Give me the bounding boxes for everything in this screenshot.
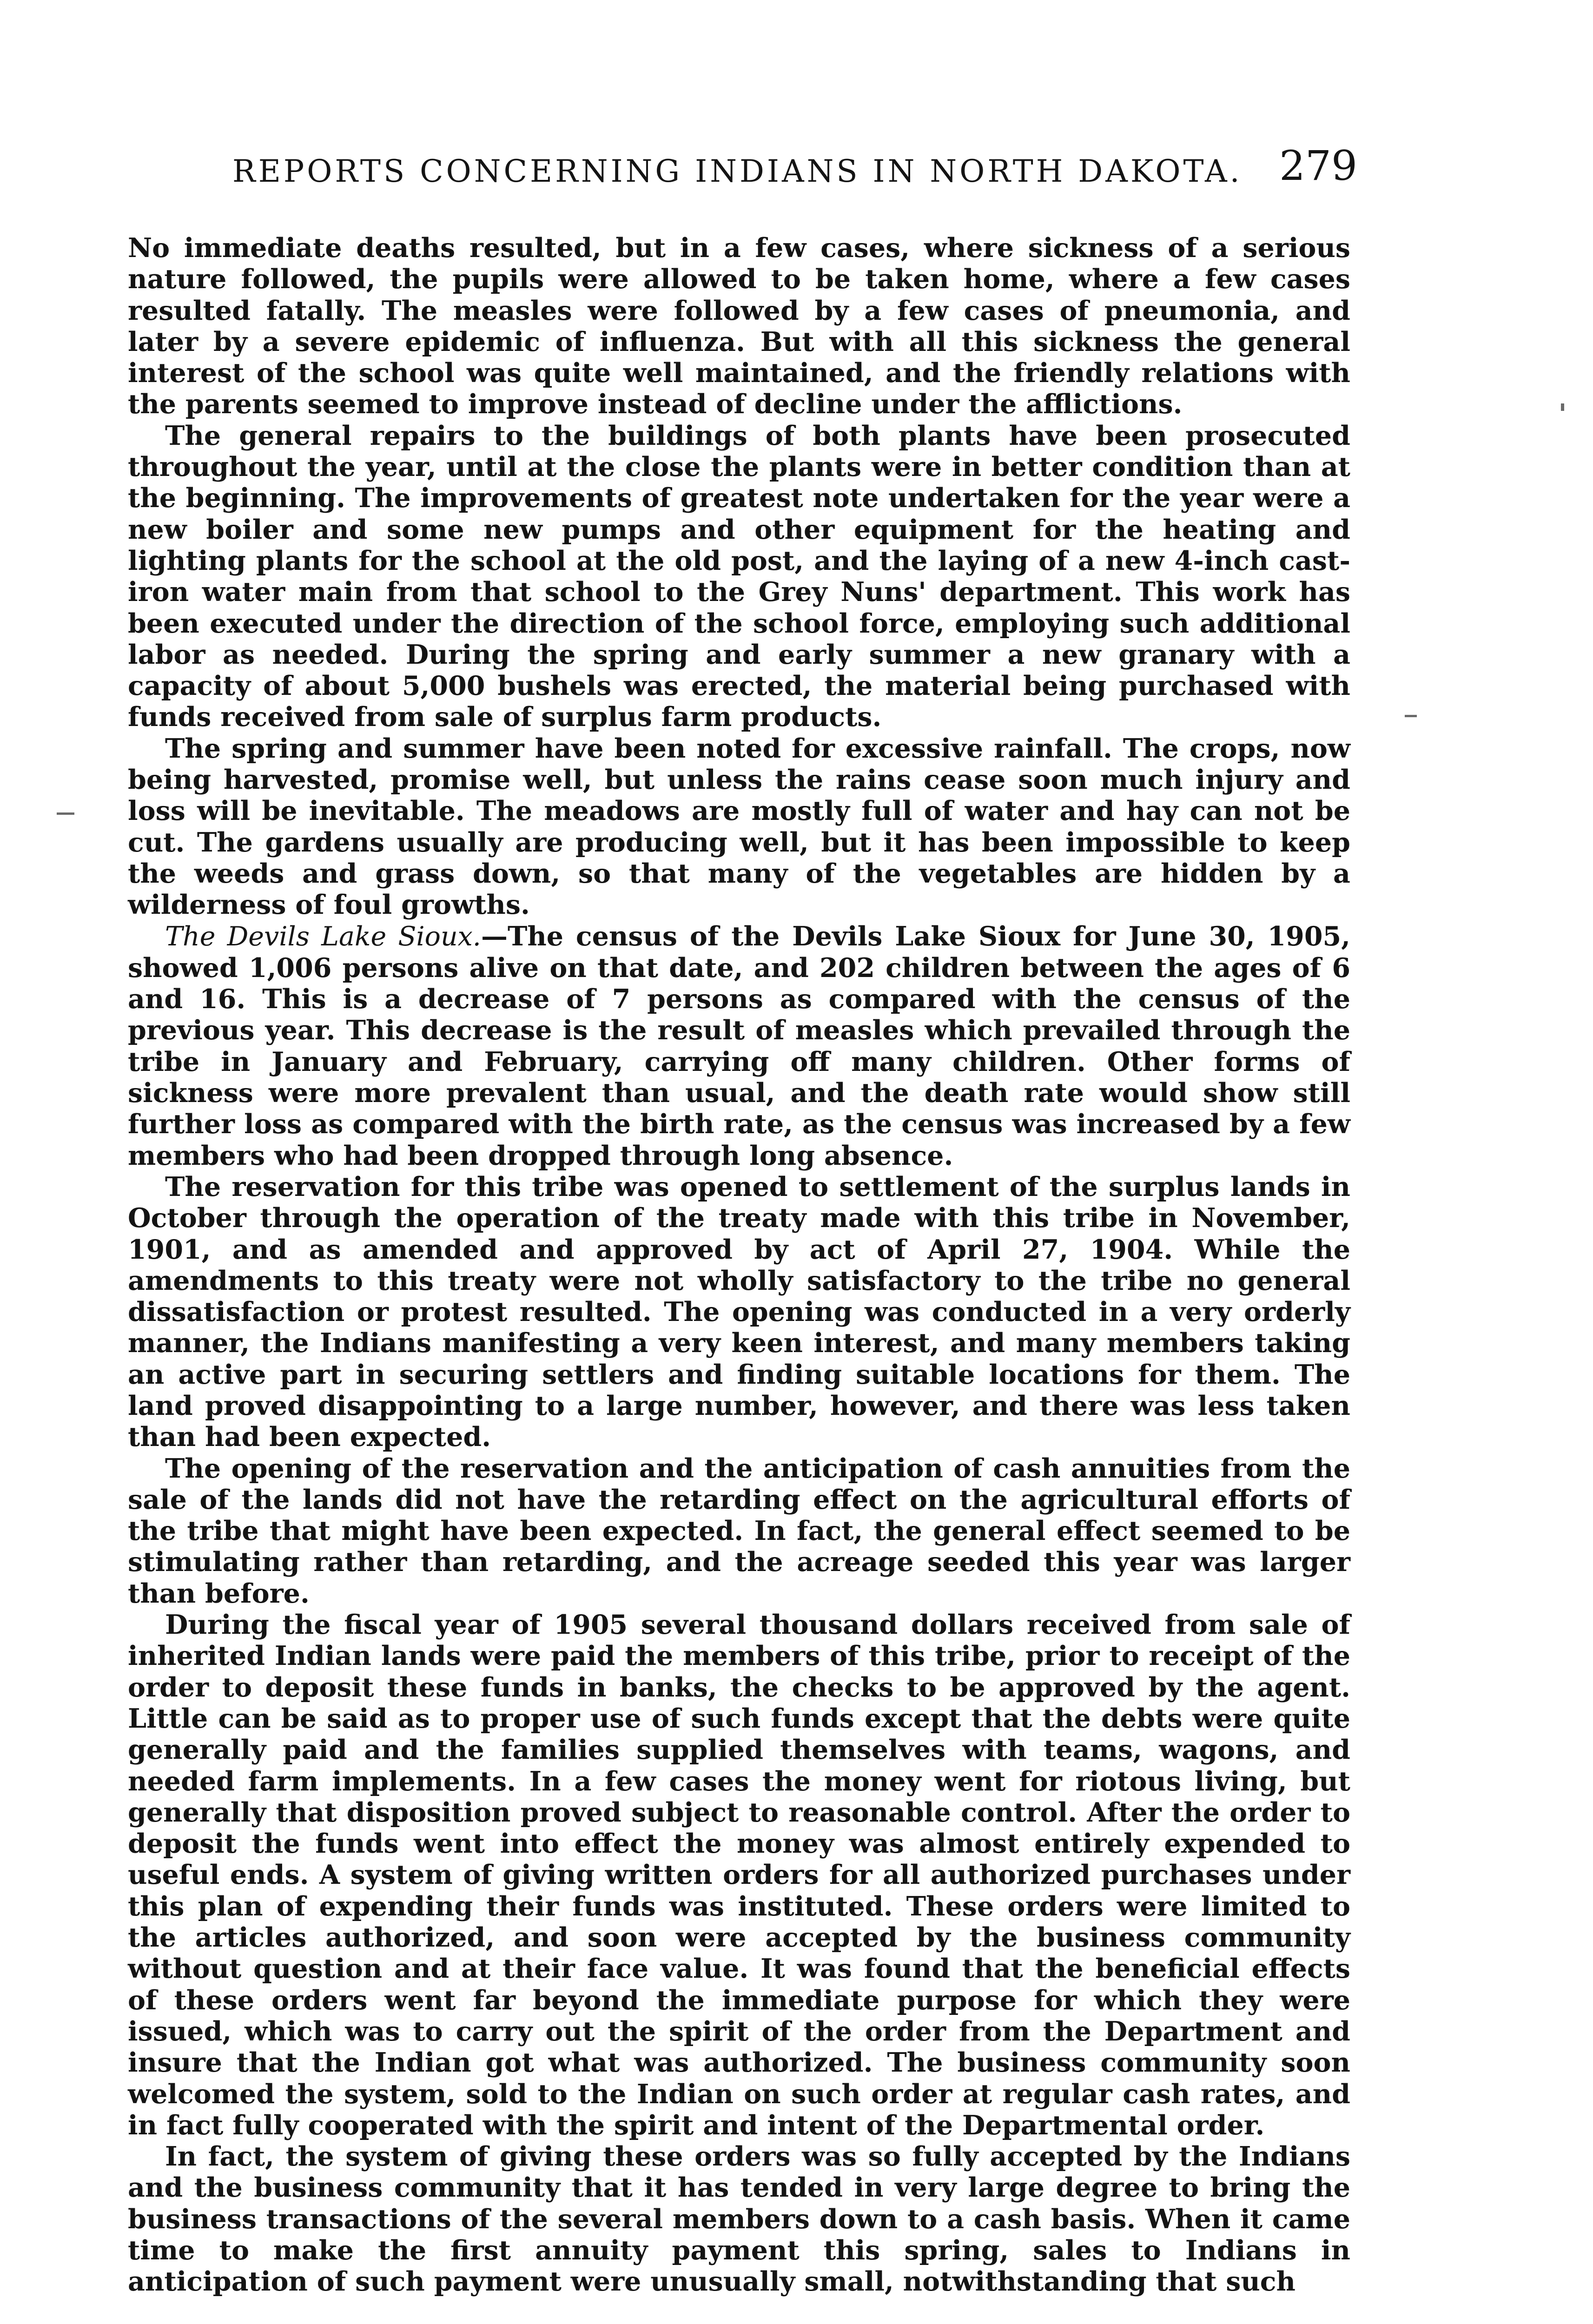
page-number: 279	[1279, 142, 1357, 190]
running-head: REPORTS CONCERNING INDIANS IN NORTH DAKOTA.	[232, 153, 1243, 189]
body-text	[128, 232, 1350, 2298]
scan-speck	[1561, 403, 1564, 411]
scan-speck	[1405, 715, 1417, 717]
paragraph-agricultural-effect: The opening of the reservation and the anticipation of cash annuities from the sale of the lands did not have the retarding effect on the agricultural efforts of the tribe that might have been expected. In fact, the general effect seemed to be stimulating rather than retarding, and the acreage seeded this year was larger than before.	[128, 1452, 1350, 1609]
section-lead-in: The Devils Lake Sioux.	[165, 921, 481, 952]
paragraph-building-repairs: The general repairs to the buildings of both plants have been prosecuted throughout the year, until at the close the plants were in better condition than at the beginning. The improvements of greatest note undertaken for the year were a new boiler and some new pumps and other equipment for the heating and lighting plants for the school at the old post, and the laying of a new 4-inch cast-iron water main from that school to the Grey Nuns' department. This work has been executed under the direction of the school force, employing such additional labor as needed. During the spring and early summer a new granary with a capacity of about 5,000 bushels was erected, the material being purchased with funds received from sale of surplus farm products.	[128, 420, 1350, 733]
paragraph-rainfall-crops: The spring and summer have been noted for excessive rainfall. The crops, now being harvested, promise well, but unless the rains cease soon much injury and loss will be inevitable. The meadows are mostly full of water and hay can not be cut. The gardens usually are producing well, but it has been impossible to keep the weeds and grass down, so that many of the vegetables are hidden by a wilderness of foul growths.	[128, 733, 1350, 921]
paragraph-devils-lake-census	[128, 921, 1350, 1171]
paragraph-census-text: —The census of the Devils Lake Sioux for June 30, 1905, showed 1,006 persons alive on that date, and 202 children between the ages of 6 and 16. This is a decrease of 7 persons as compared with the census of the previous year. This decrease is the result of measles which prevailed through the tribe in January and February, carrying off many children. Other forms of sickness were more prevalent than usual, and the death rate would show still further loss as compared with the birth rate, as the census was increased by a few members who had been dropped through long absence.	[128, 920, 1350, 1171]
page-header	[232, 142, 1357, 193]
paragraph-inherited-lands-funds: During the fiscal year of 1905 several thousand dollars received from sale of inherited Indian lands were paid the members of this tribe, prior to receipt of the order to deposit these funds in banks, the checks to be approved by the agent. Little can be said as to proper use of such funds except that the debts were quite generally paid and the families supplied themselves with teams, wagons, and needed farm implements. In a few cases the money went for riotous living, but generally that disposition proved subject to reasonable control. After the order to deposit the funds went into effect the money was almost entirely expended to useful ends. A system of giving written orders for all authorized purchases under this plan of expending their funds was instituted. These orders were limited to the articles authorized, and soon were accepted by the business community without question and at their face value. It was found that the beneficial effects of these orders went far beyond the immediate purpose for which they were issued, which was to carry out the spirit of the order from the Department and insure that the Indian got what was authorized. The business community soon welcomed the system, sold to the Indian on such order at regular cash rates, and in fact fully cooperated with the spirit and intent of the Departmental order.	[128, 1609, 1350, 2141]
paragraph-cash-basis: In fact, the system of giving these orders was so fully accepted by the Indians and the business community that it has tended in very large degree to bring the business transactions of the several members down to a cash basis. When it came time to make the first annuity payment this spring, sales to Indians in anticipation of such payment were unusually small, notwithstanding that such	[128, 2141, 1350, 2298]
paragraph-reservation-opening: The reservation for this tribe was opened to settlement of the surplus lands in October through the operation of the treaty made with this tribe in November, 1901, and as amended and approved by act of April 27, 1904. While the amendments to this treaty were not wholly satisfactory to the tribe no general dissatisfaction or protest resulted. The opening was conducted in a very orderly manner, the Indians manifesting a very keen interest, and many members taking an active part in securing settlers and finding suitable locations for them. The land proved disappointing to a large number, however, and there was less taken than had been expected.	[128, 1171, 1350, 1453]
scan-speck	[57, 812, 74, 815]
paragraph-measles-epidemic: No immediate deaths resulted, but in a few cases, where sickness of a serious nature followed, the pupils were allowed to be taken home, where a few cases resulted fatally. The measles were followed by a few cases of pneumonia, and later by a severe epidemic of influenza. But with all this sickness the general interest of the school was quite well maintained, and the friendly relations with the parents seemed to improve instead of decline under the afflictions.	[128, 232, 1350, 420]
